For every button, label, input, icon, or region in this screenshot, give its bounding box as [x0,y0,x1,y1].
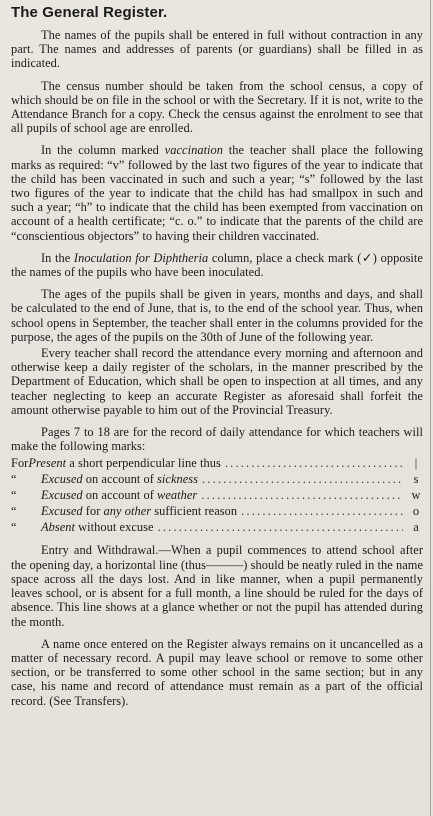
vaccination-term: vaccination [164,143,224,158]
paragraph-names: The names of the pupils shall be entered in full without contraction in any part. The names and addresses of parents (or guardians) shall be filled in as indicated. [11,28,423,71]
mark-row-other-reason [11,503,423,519]
paragraph-entry-withdrawal: Entry and Withdrawal.—When a pupil commences to attend school after the opening day, a horizontal line (thus———) should be neatly ruled in the name space across all the days lost. And in like manner, when a pupil permanently leaves school, or is absent for a full month, a line should be ruled for the days of absence. This line shows at a glance whether or not the pupil has attended during the month. [11,543,423,629]
mark-row-sickness [11,471,423,487]
paragraph-census: The census number should be taken from the school census, a copy of which should be on file in the school or with the Secretary. If it is not, write to the Attendance Branch for a copy. Check the census against the enrolment to see that all pupils of school age are enrolled. [11,78,423,136]
mark-label-text: a short perpendicular line thus [66,456,221,471]
inoculation-text-rest: column, place a check mark (✓) opposite the names of the pupils who have been inoculated. [11,250,423,280]
mark-label [41,519,154,535]
paragraph-inoculation [11,251,423,279]
ditto-mark: “ [11,504,17,519]
mark-symbol: w [411,488,421,503]
dot-leader [241,503,403,519]
mark-label-italic: Excused [41,504,83,519]
mark-label-italic-2: sickness [157,472,199,487]
mark-label-text: on account of [82,472,158,487]
page-edge-rule [430,0,431,816]
paragraph-attendance: Every teacher shall record the attendance every morning and afternoon and otherwise keep a daily register of the scholars, in the manner prescribed by the Department of Education, which shall be open to inspection at all times, and any teacher neglecting to keep an accurate Register as aforesaid shall forfeit the amount otherwise payable to him out of the Provincial Treasury. [11,346,423,417]
mark-label [28,455,220,471]
dot-leader [158,519,403,535]
mark-label-text: on account of [82,488,158,503]
mark-label-italic: Excused [41,488,83,503]
mark-label-italic-2: any other [103,504,152,519]
mark-row-weather [11,487,423,503]
ditto-mark: “ [11,520,17,535]
mark-symbol: a [413,520,419,535]
inoculation-text-start: In the [41,250,74,265]
dot-leader [225,455,403,471]
mark-label [41,503,237,519]
vaccination-text-start: In the column marked [41,143,165,158]
mark-label-italic: Present [28,456,67,471]
dot-leader [201,487,403,503]
paragraph-name-record: A name once entered on the Register always remains on it uncancelled as a matter of necessary record. A pupil may leave school or remove to some other section, or be transferred to some other school in the same section; but in any case, his name and record of attendance must remain as a part of the official record. (See Transfers). [11,636,423,708]
mark-label [41,487,197,503]
mark-label-text: without excuse [75,520,154,535]
mark-label-text-2: sufficient reason [151,504,238,519]
mark-label-italic: Excused [41,472,83,487]
paragraph-pages: Pages 7 to 18 are for the record of daily attendance for which teachers will make the following marks: [11,425,423,454]
page-title: The General Register. [11,4,168,21]
mark-row-present [11,455,423,471]
vaccination-text-rest: the teacher shall place the following marks as required: “v” followed by the last two figures of the year to indicate that the child has been vaccinated in such and such a year; “s” followed by the last two figures of the year to indicate that the child has had smallpox in such and such a year; “h” to indicate that the child has been exempted from vaccination on account of a health certificate; “c. o.” to indicate that the parents of the child are “conscientious objectors” to having their children vaccinated. [11,143,423,243]
mark-prefix: For [11,456,29,471]
mark-label-text: for [82,504,104,519]
ditto-mark: “ [11,488,17,503]
mark-symbol: | [414,456,418,471]
paragraph-vaccination [11,143,423,242]
inoculation-term: Inoculation for Diphtheria [73,250,209,265]
mark-label-italic: Absent [41,520,76,535]
ditto-mark: “ [11,472,17,487]
attendance-marks-list [11,455,423,535]
mark-row-absent [11,519,423,535]
paragraph-ages: The ages of the pupils shall be given in years, months and days, and shall be calculated to the end of June, that is, to the end of the school year. Thus, when school opens in September, the teacher shall enter in the columns provided for the purpose, the ages of the pupils on the 30th of June of the following year. [11,287,423,344]
dot-leader [202,471,403,487]
mark-symbol: s [413,472,419,487]
mark-label [41,471,198,487]
mark-symbol: o [412,504,420,519]
mark-label-italic-2: weather [157,488,198,503]
